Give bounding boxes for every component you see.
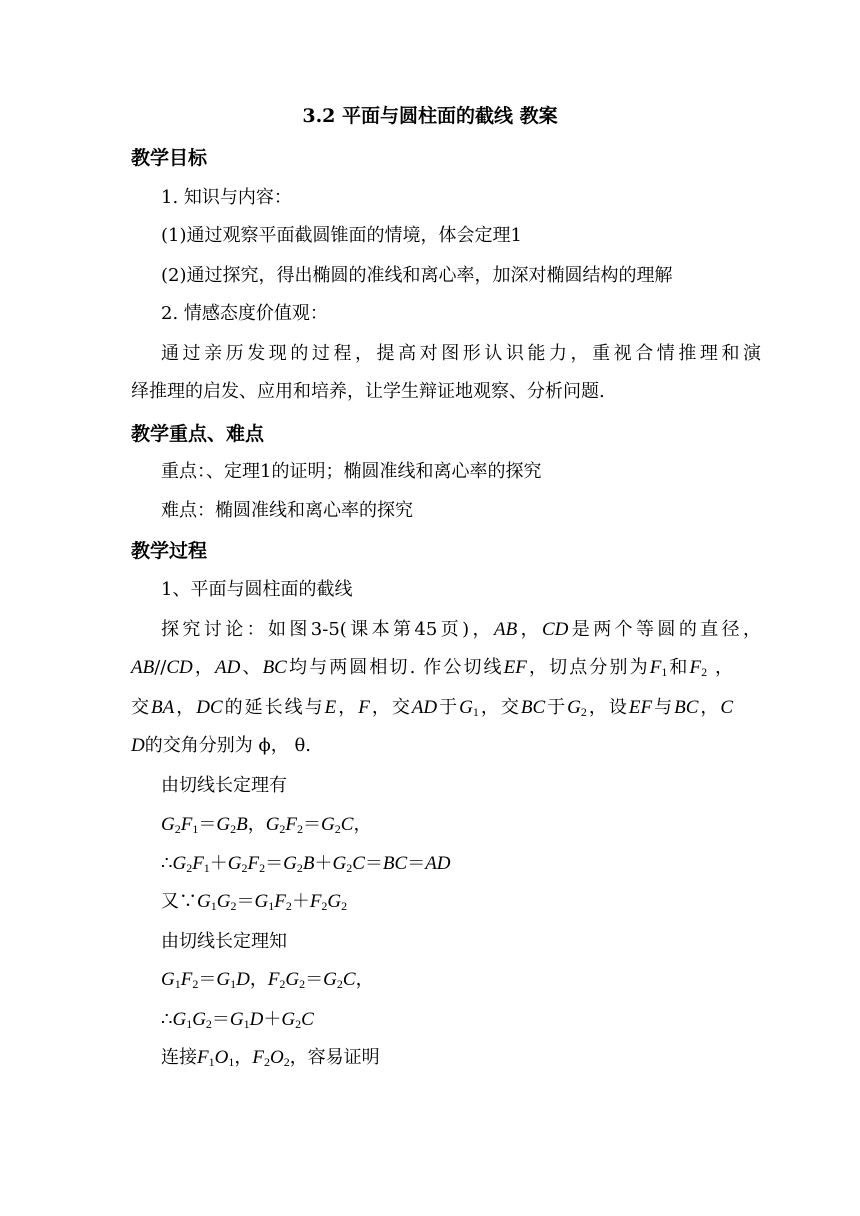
process-subtitle: 1、平面与圆柱面的截线 xyxy=(161,579,353,600)
goal-item-2: (2)通过探究，得出椭圆的准线和离心率，加深对椭圆结构的理解 xyxy=(161,265,673,286)
math-line: $G_2F_1=G_2B$，$G_2F_2=G_2C$， xyxy=(161,814,372,836)
connect-line xyxy=(161,1042,380,1074)
exploration-line-2 xyxy=(131,652,733,684)
document-title: 3.2 平面与圆柱面的截线 教案 xyxy=(302,105,558,127)
goal-attitude: 2. 情感态度价值观： xyxy=(161,303,328,324)
goal-attitude-text-1: 通过亲历发现的过程，提高对图形认识能力，重视合情推理和演 xyxy=(161,343,761,364)
equation-4 xyxy=(161,964,374,996)
math-line: 探究讨论：如图3-5(课本第45页)，AB，CD是两个等圆的直径， xyxy=(161,619,762,640)
equation-1 xyxy=(161,809,371,841)
goal-attitude-text-2: 绎推理的启发、应用和培养，让学生辩证地观察、分析问题. xyxy=(131,381,605,402)
tangent-theorem-intro-2: 由切线长定理知 xyxy=(161,931,287,952)
equation-2 xyxy=(161,848,451,880)
math-line: $G_1F_2=G_1D$，$F_2G_2=G_2C$， xyxy=(161,969,374,991)
math-line: 又$\because G_1G_2=G_1F_2+F_2G_2$ xyxy=(161,891,348,913)
exploration-line-1 xyxy=(161,614,761,646)
difficult-point: 难点：椭圆准线和离心率的探究 xyxy=(161,500,413,521)
math-line: $\therefore G_2F_1+G_2F_2=G_2B+G_2C=BC=AD$ xyxy=(161,853,451,875)
math-line: AB//CD，AD、BC均与两圆相切. 作公切线EF，切点分别为$F_1$和$F_2$ ， xyxy=(131,657,733,679)
equation-5 xyxy=(161,1004,314,1036)
math-line: 交BA，DC的延长线与E，F，交AD于$G_1$，交BC于$G_2$，设EF与BC，C xyxy=(131,697,734,719)
goal-knowledge: 1. 知识与内容： xyxy=(161,187,292,208)
math-line: $\therefore G_1G_2=G_1D+G_2C$ xyxy=(161,1009,314,1031)
exploration-line-4 xyxy=(131,730,311,762)
exploration-line-3 xyxy=(131,692,733,724)
math-line: D的交角分别为 ϕ， θ. xyxy=(131,735,312,756)
tangent-theorem-intro-1: 由切线长定理有 xyxy=(161,775,287,796)
section-heading-goals: 教学目标 xyxy=(131,147,208,169)
math-line: 连接$F_1O_1$，$F_2O_2$，容易证明 xyxy=(161,1047,380,1069)
equation-3 xyxy=(161,886,347,918)
section-heading-key-points: 教学重点、难点 xyxy=(131,423,265,445)
section-heading-process: 教学过程 xyxy=(131,540,208,562)
key-point: 重点：、定理1的证明；椭圆准线和离心率的探究 xyxy=(161,461,542,482)
goal-item-1: (1)通过观察平面截圆锥面的情境，体会定理1 xyxy=(161,225,522,246)
